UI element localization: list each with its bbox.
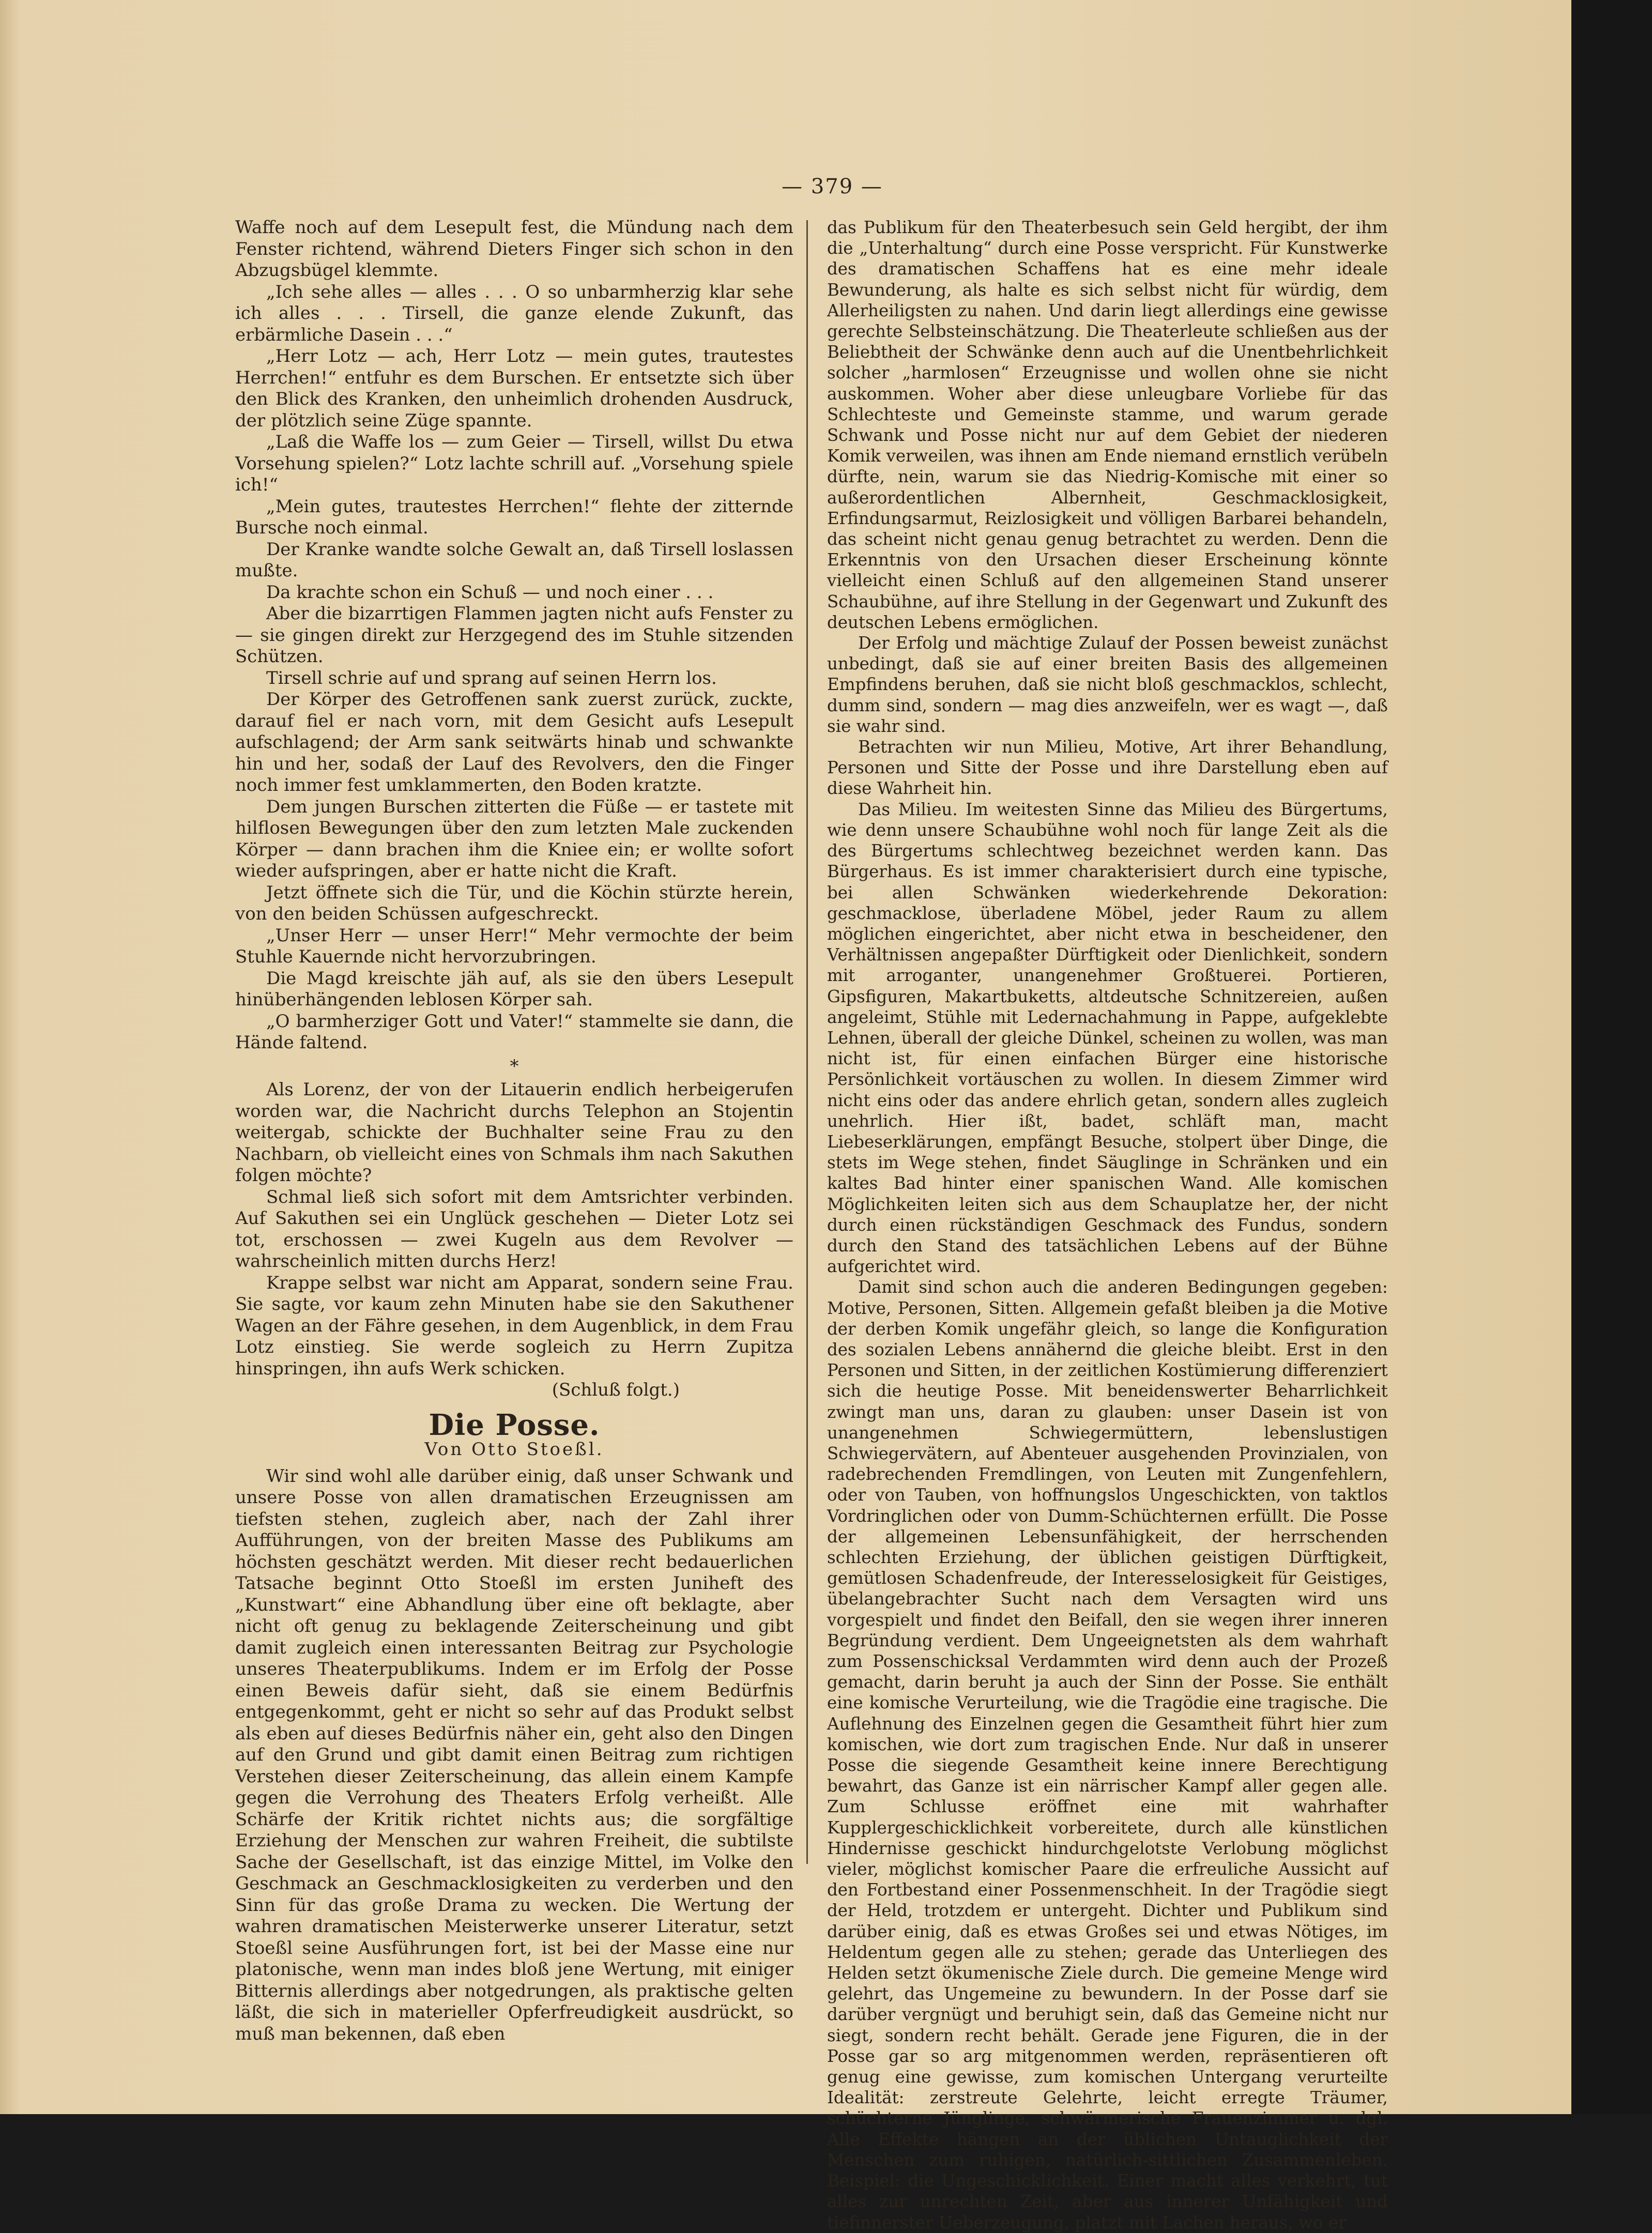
paragraph: Damit sind schon auch die anderen Bedingungen gegeben: Motive, Personen, Sitten. Allgemein gefaßt bleiben ja die Motive der derben Komik ungefähr gleich, so lange die Konfiguration des sozialen Lebens annähernd die gleiche bleibt. Erst in den Personen und Sitten, in der zeitlichen Kostümierung differenziert sich die heutige Posse. Mit beneidenswerter Beharrlichkeit zwingt man uns, daran zu glauben: unser Dasein ist von unangenehmen Schwiegermüttern, lebenslustigen Schwiegervätern, auf Abenteuer ausgehenden Provinzialen, von radebrechenden Fremdlingen, von Leuten mit Zungenfehlern, oder von Tauben, von hoffnungslos Ungeschickten, von taktlos Vordringlichen oder von Dumm-Schüchternen erfüllt. Die Posse der allgemeinen Lebensunfähigkeit, der herrschenden schlechten Erziehung, der üblichen geistigen Dürftigkeit, gemütlosen Schadenfreude, der Interesselosigkeit für Geistiges, übelangebrachter Sucht nach dem Versagten wird uns vorgespielt und findet den Beifall, den sie wegen ihrer inneren Begründung verdient. Dem Ungeeignetsten als dem wahrhaft zum Possenschicksal Verdammten wird denn auch der Prozeß gemacht, darin beruht ja auch der Sinn der Posse. Sie enthält eine komische Verurteilung, wie die Tragödie eine tragische. Die Auflehnung des Einzelnen gegen die Gesamtheit führt hier zum komischen, wie dort zum tragischen Ende. Nur daß in unserer Posse die siegende Gesamtheit keine innere Berechtigung bewahrt, das Ganze ist ein närrischer Kampf aller gegen alle. Zum Schlusse eröffnet eine mit wahrhafter Kupplergeschicklichkeit vorbereitete, durch alle künstlichen Hindernisse geschickt hindurchgelotste Verlobung möglichst vieler, möglichst komischer Paare die erfreuliche Aussicht auf den Fortbestand einer Possenmenschheit. In der Tragödie siegt der Held, trotzdem er untergeht. Dichter und Publikum sind darüber einig, daß es etwas Großes sei und etwas Nötiges, im Heldentum gegen alle zu stehen; gerade das Unterliegen des Helden setzt ökumenische Ziele durch. Die gemeine Menge wird gelehrt, das Ungemeine zu bewundern. In der Posse darf sie darüber vergnügt und beruhigt sein, daß das Gemeine nicht nur siegt, sondern recht behält. Gerade jene Figuren, die in der Posse gar so arg mitgenommen werden, repräsentieren oft genug eine gewisse, zum komischen Untergang verurteilte Idealität: zerstreute Gelehrte, leicht erregte Träumer, schüchterne Jünglinge, schwärmerische Frauenzimmer u. dgl. Alle Effekte hängen an der üblichen Untauglichkeit der Menschen zum ruhigen, natürlich-sittlichen Zusammenleben. Beispiel: die Ungeschicklichkeit. Einer macht alles verkehrt, tut alles zur unrechten Zeit, aber aus innerer Unfähigkeit und tiefinnerster Ueberzeugung, platzt mit Lachen heraus, wo er <box>827 1277 1388 2232</box>
paragraph: Der Körper des Getroffenen sank zuerst zurück, zuckte, darauf fiel er nach vorn, mit dem Gesicht aufs Lesepult aufschlagend; der Arm sank seitwärts hinab und schwankte hin und her, sodaß der Lauf des Revolvers, den die Finger noch immer fest umklammerten, den Boden kratzte. <box>235 689 793 796</box>
paragraph: Krappe selbst war nicht am Apparat, sondern seine Frau. Sie sagte, vor kaum zehn Minuten habe sie den Sakuthener Wagen an der Fähre gesehen, in dem Augenblick, in dem Frau Lotz einstieg. Sie werde sogleich zu Herrn Zupitza hinspringen, ihn aufs Werk schicken. <box>235 1272 793 1379</box>
paragraph: Das Milieu. Im weitesten Sinne das Milieu des Bürgertums, wie denn unsere Schaubühne wohl noch für lange Zeit als die des Bürgertums schlechtweg bezeichnet werden kann. Das Bürgerhaus. Es ist immer charakterisiert durch eine typische, bei allen Schwänken wiederkehrende Dekoration: geschmacklose, überladene Möbel, jeder Raum zu allem möglichen eingerichtet, aber nicht etwa in bescheidener, den Verhältnissen angepaßter Dürftigkeit oder Dienlichkeit, sondern mit arroganter, unangenehmer Großtuerei. Portieren, Gipsfiguren, Makartbuketts, altdeutsche Schnitzereien, außen angeleimt, Stühle mit Ledernachahmung in Pappe, aufgeklebte Lehnen, überall der gleiche Dünkel, scheinen zu wollen, was man nicht ist, für einen einfachen Bürger eine historische Persönlichkeit vortäuschen zu wollen. In diesem Zimmer wird nicht eins oder das andere ehrlich getan, sondern alles zugleich unehrlich. Hier ißt, badet, schläft man, macht Liebeserklärungen, empfängt Besuche, stolpert über Dinge, die stets im Wege stehen, findet Säuglinge in Schränken und ein kaltes Bad hinter einer spanischen Wand. Alle komischen Möglichkeiten leiten sich aus dem Schauplatze her, der nicht durch einen rückständigen Geschmack des Fundus, sondern durch den Stand des tatsächlichen Lebens auf der Bühne aufgerichtet wird. <box>827 799 1388 1277</box>
paragraph: „Mein gutes, trautestes Herrchen!“ flehte der zitternde Bursche noch einmal. <box>235 496 793 538</box>
paragraph: Wir sind wohl alle darüber einig, daß unser Schwank und unsere Posse von allen dramatischen Erzeugnissen am tiefsten stehen, zugleich aber, nach der Zahl ihrer Aufführungen, von der breiten Masse des Publikums am höchsten geschätzt werden. Mit dieser recht bedauerlichen Tatsache beginnt Otto Stoeßl im ersten Juniheft des „Kunstwart“ eine Abhandlung über eine oft beklagte, aber nicht oft genug zu beklagende Zeiterscheinung und gibt damit zugleich einen interessanten Beitrag zur Psychologie unseres Theaterpublikums. Indem er im Erfolg der Posse einen Beweis dafür sieht, daß sie einem Bedürfnis entgegenkommt, geht er nicht so sehr auf das Produkt selbst als eben auf dieses Bedürfnis näher ein, geht also den Dingen auf den Grund und gibt damit einen Beitrag zum richtigen Verstehen dieser Zeiterscheinung, das allein einem Kampfe gegen die Verrohung des Theaters Erfolg verheißt. Alle Schärfe der Kritik richtet nichts aus; die sorgfältige Erziehung der Menschen zur wahren Freiheit, die subtilste Sache der Gesellschaft, ist das einzige Mittel, im Volke den Geschmack an Geschmacklosigkeiten zu verderben und den Sinn für das große Drama zu wecken. Die Wertung der wahren dramatischen Meisterwerke unserer Literatur, setzt Stoeßl seine Ausführungen fort, ist bei der Masse eine nur platonische, wenn man indes bloß jene Wertung, mit einiger Bitternis allerdings aber notgedrungen, als praktische gelten läßt, die sich in materieller Opferfreudigkeit ausdrückt, so muß man bekennen, daß eben <box>235 1465 793 2044</box>
article-title: Die Posse. <box>429 1408 600 1442</box>
paragraph: „O barmherziger Gott und Vater!“ stammelte sie dann, die Hände faltend. <box>235 1011 793 1053</box>
paragraph: Schmal ließ sich sofort mit dem Amtsrichter verbinden. Auf Sakuthen sei ein Unglück geschehen — Dieter Lotz sei tot, erschossen — zwei Kugeln aus dem Revolver — wahrscheinlich mitten durchs Herz! <box>235 1186 793 1272</box>
paragraph: Waffe noch auf dem Lesepult fest, die Mündung nach dem Fenster richtend, während Dieters Finger sich schon in den Abzugsbügel klemmte. <box>235 217 793 281</box>
paragraph: Als Lorenz, der von der Litauerin endlich herbeigerufen worden war, die Nachricht durchs Telephon an Stojentin weitergab, schickte der Buchhalter seine Frau zu den Nachbarn, ob vielleicht eines von Schmals ihm nach Sakuthen folgen möchte? <box>235 1079 793 1186</box>
paragraph: Jetzt öffnete sich die Tür, und die Köchin stürzte herein, von den beiden Schüssen aufgeschreckt. <box>235 882 793 924</box>
left-column <box>235 217 793 2045</box>
paragraph: Aber die bizarrtigen Flammen jagten nicht aufs Fenster zu — sie gingen direkt zur Herzgegend des im Stuhle sitzenden Schützen. <box>235 603 793 667</box>
article-byline: Von Otto Stoeßl. <box>424 1439 604 1460</box>
paragraph: Dem jungen Burschen zitterten die Füße — er tastete mit hilflosen Bewegungen über den zum letzten Male zuckenden Körper — dann brachen ihm die Kniee ein; er wollte sofort wieder aufspringen, aber er hatte nicht die Kraft. <box>235 796 793 881</box>
paragraph: „Herr Lotz — ach, Herr Lotz — mein gutes, trautestes Herrchen!“ entfuhr es dem Burschen. Er entsetzte sich über den Blick des Kranken, den unheimlich drohenden Ausdruck, der plötzlich seine Züge spannte. <box>235 346 793 431</box>
section-separator: * <box>510 1056 519 1077</box>
paragraph: das Publikum für den Theaterbesuch sein Geld hergibt, der ihm die „Unterhaltung“ durch eine Posse verspricht. Für Kunstwerke des dramatischen Schaffens hat es eine mehr ideale Bewunderung, als halte es sich selbst nicht für würdig, dem Allerheiligsten zu nahen. Und darin liegt allerdings eine gewisse gerechte Selbsteinschätzung. Die Theaterleute schließen aus der Beliebtheit der Schwänke denn auch auf die Unentbehrlichkeit solcher „harmlosen“ Erzeugnisse und wollen ohne sie nicht auskommen. Woher aber diese unleugbare Vorliebe für das Schlechteste und Gemeinste stamme, und warum gerade Schwank und Posse nicht nur auf dem Gebiet der niederen Komik verweilen, was ihnen am Ende niemand ernstlich verübeln dürfte, nein, warum sie das Niedrig-Komische mit einer so außerordentlichen Albernheit, Geschmacklosigkeit, Erfindungsarmut, Reizlosigkeit und völligen Barbarei behandeln, das scheint nicht genau genug betrachtet zu werden. Denn die Erkenntnis von den Ursachen dieser Erscheinung könnte vielleicht einen Schluß auf den allgemeinen Stand unserer Schaubühne, auf ihre Stellung in der Gegenwart und Zukunft des deutschen Lebens ermöglichen. <box>827 218 1388 632</box>
page-number: — 379 — <box>782 175 883 198</box>
column-divider <box>806 220 808 1864</box>
paragraph: Der Erfolg und mächtige Zulauf der Possen beweist zunächst unbedingt, daß sie auf einer breiten Basis des allgemeinen Empfindens beruhen, daß sie nicht bloß geschmacklos, schlecht, dumm sind, sondern — mag dies anzweifeln, wer es wagt —, daß sie wahr sind. <box>827 633 1388 736</box>
right-column <box>827 217 1388 2233</box>
paragraph: Da krachte schon ein Schuß — und noch einer . . . <box>266 582 714 603</box>
paragraph: Der Kranke wandte solche Gewalt an, daß Tirsell loslassen mußte. <box>235 539 793 581</box>
to-be-continued-note: (Schluß folgt.) <box>552 1380 680 1400</box>
paragraph: „Unser Herr — unser Herr!“ Mehr vermochte der beim Stuhle Kauernde nicht hervorzubringen. <box>235 925 793 967</box>
paragraph: „Ich sehe alles — alles . . . O so unbarmherzig klar sehe ich alles . . . Tirsell, die ganze elende Zukunft, das erbärmliche Dasein . . .“ <box>235 281 793 345</box>
scan-background-edge <box>1571 0 1652 2114</box>
paragraph: Betrachten wir nun Milieu, Motive, Art ihrer Behandlung, Personen und Sitte der Posse und ihre Darstellung eben auf diese Wahrheit hin. <box>827 737 1388 799</box>
paragraph: Tirsell schrie auf und sprang auf seinen Herrn los. <box>266 667 717 689</box>
paragraph: „Laß die Waffe los — zum Geier — Tirsell, willst Du etwa Vorsehung spielen?“ Lotz lachte schrill auf. „Vorsehung spiele ich!“ <box>235 432 793 495</box>
paragraph: Die Magd kreischte jäh auf, als sie den übers Lesepult hinüberhängenden leblosen Körper sah. <box>235 968 793 1010</box>
